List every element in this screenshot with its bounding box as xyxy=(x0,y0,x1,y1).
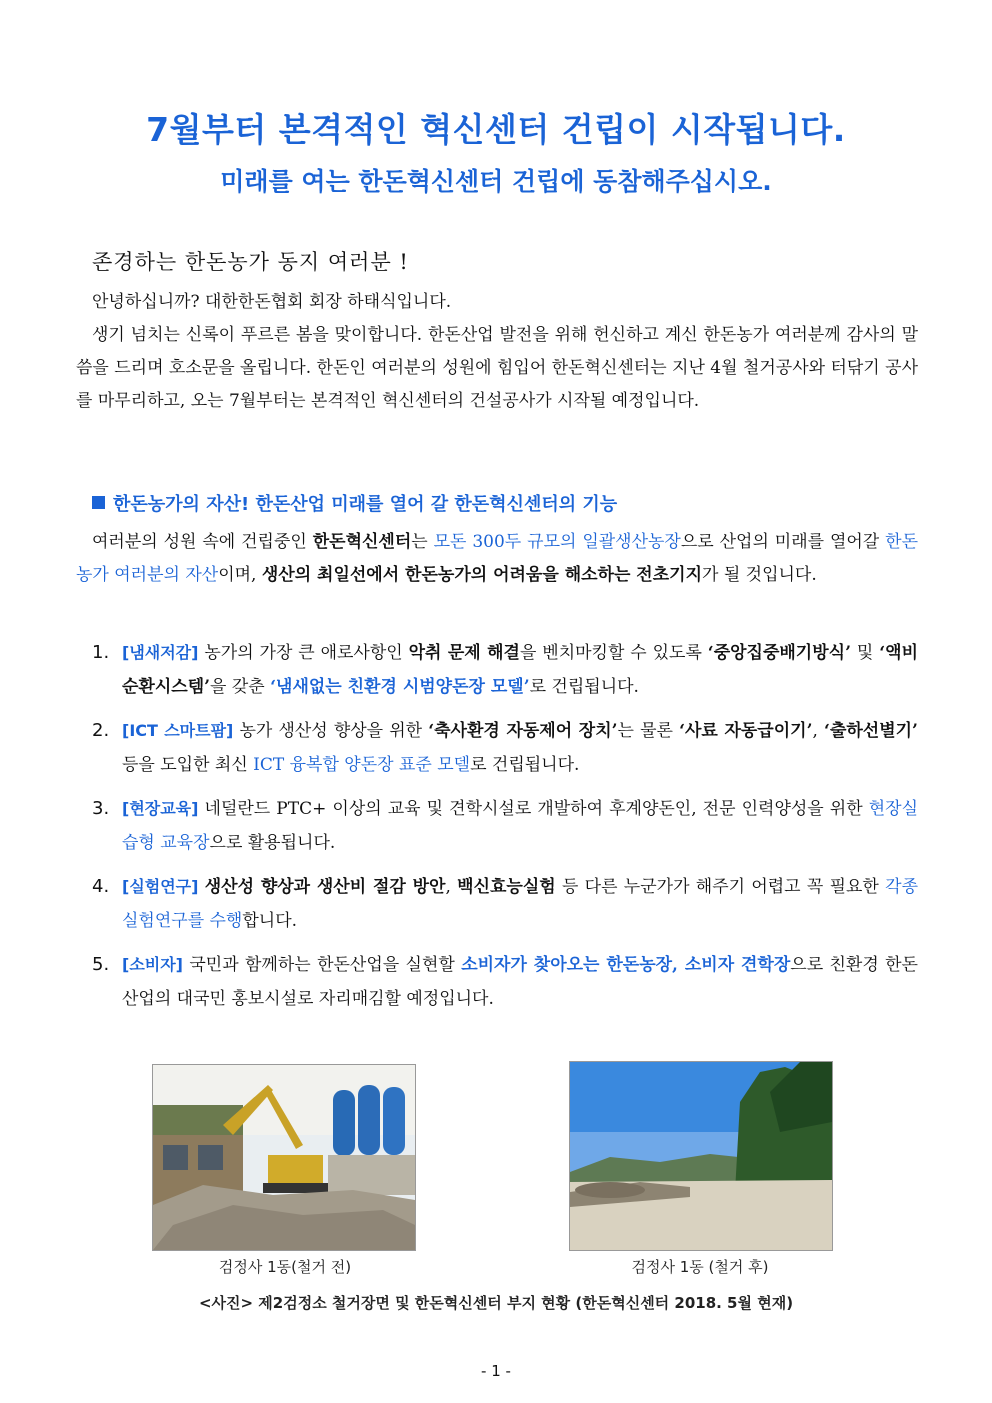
text-segment: 으로 친환경 한돈산업의 대국민 홍보시설로 자리매김할 예정입니다. xyxy=(122,955,918,1009)
bold-segment: 한돈혁신센터 xyxy=(312,532,412,552)
list-item xyxy=(92,714,918,782)
list-number: 4. xyxy=(92,876,110,897)
list-item xyxy=(92,870,918,938)
item-tag: [냄새저감] xyxy=(122,643,199,662)
text-segment: 네덜란드 PTC+ 이상의 교육 및 견학시설로 개발하여 후계양돈인, 전문 인력양성을 위한 xyxy=(198,799,869,819)
text-segment: , xyxy=(445,877,458,897)
body-paragraph: 생기 넘치는 신록이 푸르른 봄을 맞이합니다. 한돈산업 발전을 위해 헌신하고 계신 한돈농가 여러분께 감사의 말씀을 드리며 호소문을 올립니다. 한돈인 여러분의 성원에 힘입어 한돈혁신센터는 지난 4월 철거공사와 터닦기 공사를 마무리하고, 오는 7월부터는 본격적인 혁신센터의 건설공사가 시작될 예정입니다. xyxy=(76,325,918,411)
text-segment: , xyxy=(812,721,825,741)
list-item xyxy=(92,792,918,860)
list-number: 3. xyxy=(92,798,110,819)
item-tag: [ICT 스마트팜] xyxy=(122,721,234,740)
bold-segment: 백신효능실험 xyxy=(457,877,556,897)
text-segment: 을 벤치마킹할 수 있도록 xyxy=(519,643,708,663)
site-photo xyxy=(569,1061,833,1251)
highlight-segment: 한돈농가 여러분의 자산 xyxy=(76,532,919,585)
list-number: 1. xyxy=(92,642,110,663)
greeting: 존경하는 한돈농가 동지 여러분 ! xyxy=(92,250,409,274)
highlight-segment: ‘냄새없는 친환경 시범양돈장 모델’ xyxy=(270,677,530,697)
list-item xyxy=(92,636,918,704)
bold-segment: ‘축사환경 자동제어 장치’ xyxy=(428,721,618,741)
intro-paragraph: 안녕하십니까? 대한한돈협회 회장 하태식입니다. xyxy=(92,292,452,312)
bold-segment: ‘액비순환시스템’ xyxy=(122,643,918,697)
photo-caption-before: 검정사 1동(철거 전) xyxy=(218,1258,352,1276)
text-segment: 으로 산업의 미래를 열어갈 xyxy=(680,532,886,552)
highlight-segment: 각종 실험연구를 수행 xyxy=(122,877,919,931)
bold-segment: 생산의 최일선에서 한돈농가의 어려움을 해소하는 전초기지 xyxy=(261,565,702,585)
section-heading xyxy=(92,490,617,516)
text-segment: 농가의 가장 큰 애로사항인 xyxy=(198,643,409,663)
text-segment: 및 xyxy=(851,643,880,663)
highlight-segment: 모돈 300두 규모의 일괄생산농장 xyxy=(433,532,681,552)
text-segment: 이며, xyxy=(218,565,262,585)
photo-caption-main: <사진> 제2검정소 철거장면 및 한돈혁신센터 부지 현황 (한돈혁신센터 2018. 5월 현재) xyxy=(198,1294,794,1312)
demolition-photo xyxy=(152,1064,416,1251)
bold-segment: ‘사료 자동급이기’ xyxy=(679,721,813,741)
text-segment: 여러분의 성원 속에 건립중인 xyxy=(92,532,313,552)
text-segment: 등을 도입한 최신 xyxy=(122,755,254,775)
page-subtitle: 미래를 여는 한돈혁신센터 건립에 동참해주십시오. xyxy=(220,167,772,196)
bold-segment: ‘출하선별기’ xyxy=(824,721,918,741)
item-tag: [실험연구] xyxy=(122,877,199,896)
highlight-segment: 현장실습형 교육장 xyxy=(122,799,918,853)
list-item xyxy=(92,948,918,1016)
square-bullet-icon xyxy=(92,496,105,509)
bold-segment: 악취 문제 해결 xyxy=(408,643,520,663)
text-segment: 국민과 함께하는 한돈산업을 실현할 xyxy=(183,955,462,975)
section-title: 한돈농가의 자산! 한돈산업 미래를 열어 갈 한돈혁신센터의 기능 xyxy=(113,494,618,515)
function-list xyxy=(92,636,918,1026)
text-segment: 는 xyxy=(411,532,434,552)
page-number: - 1 - xyxy=(481,1362,511,1380)
item-tag: [소비자] xyxy=(122,955,183,974)
item-tag: [현장교육] xyxy=(122,799,199,818)
bold-segment: ‘중앙집중배기방식’ xyxy=(707,643,851,663)
text-segment: 을 갖춘 xyxy=(210,677,271,697)
list-number: 5. xyxy=(92,954,110,975)
text-segment: 는 물론 xyxy=(617,721,680,741)
text-segment: 으로 활용됩니다. xyxy=(209,833,336,853)
highlight-segment: ICT 융복합 양돈장 표준 모델 xyxy=(253,755,471,775)
text-segment: 가 될 것입니다. xyxy=(702,565,817,585)
section-paragraph xyxy=(76,526,918,592)
bold-segment: 생산성 향상과 생산비 절감 방안 xyxy=(204,877,446,897)
text-segment: 등 다른 누군가가 해주기 어렵고 꼭 필요한 xyxy=(555,877,886,897)
highlight-segment: 소비자가 찾아오는 한돈농장, 소비자 견학장 xyxy=(461,955,791,975)
photo-caption-after: 검정사 1동 (철거 후) xyxy=(631,1258,769,1276)
text-segment: 농가 생산성 향상을 위한 xyxy=(233,721,429,741)
page-title: 7월부터 본격적인 혁신센터 건립이 시작됩니다. xyxy=(146,110,846,149)
text-segment: 합니다. xyxy=(242,911,298,931)
list-number: 2. xyxy=(92,720,110,741)
text-segment: 로 건립됩니다. xyxy=(470,755,580,775)
text-segment: 로 건립됩니다. xyxy=(529,677,639,697)
